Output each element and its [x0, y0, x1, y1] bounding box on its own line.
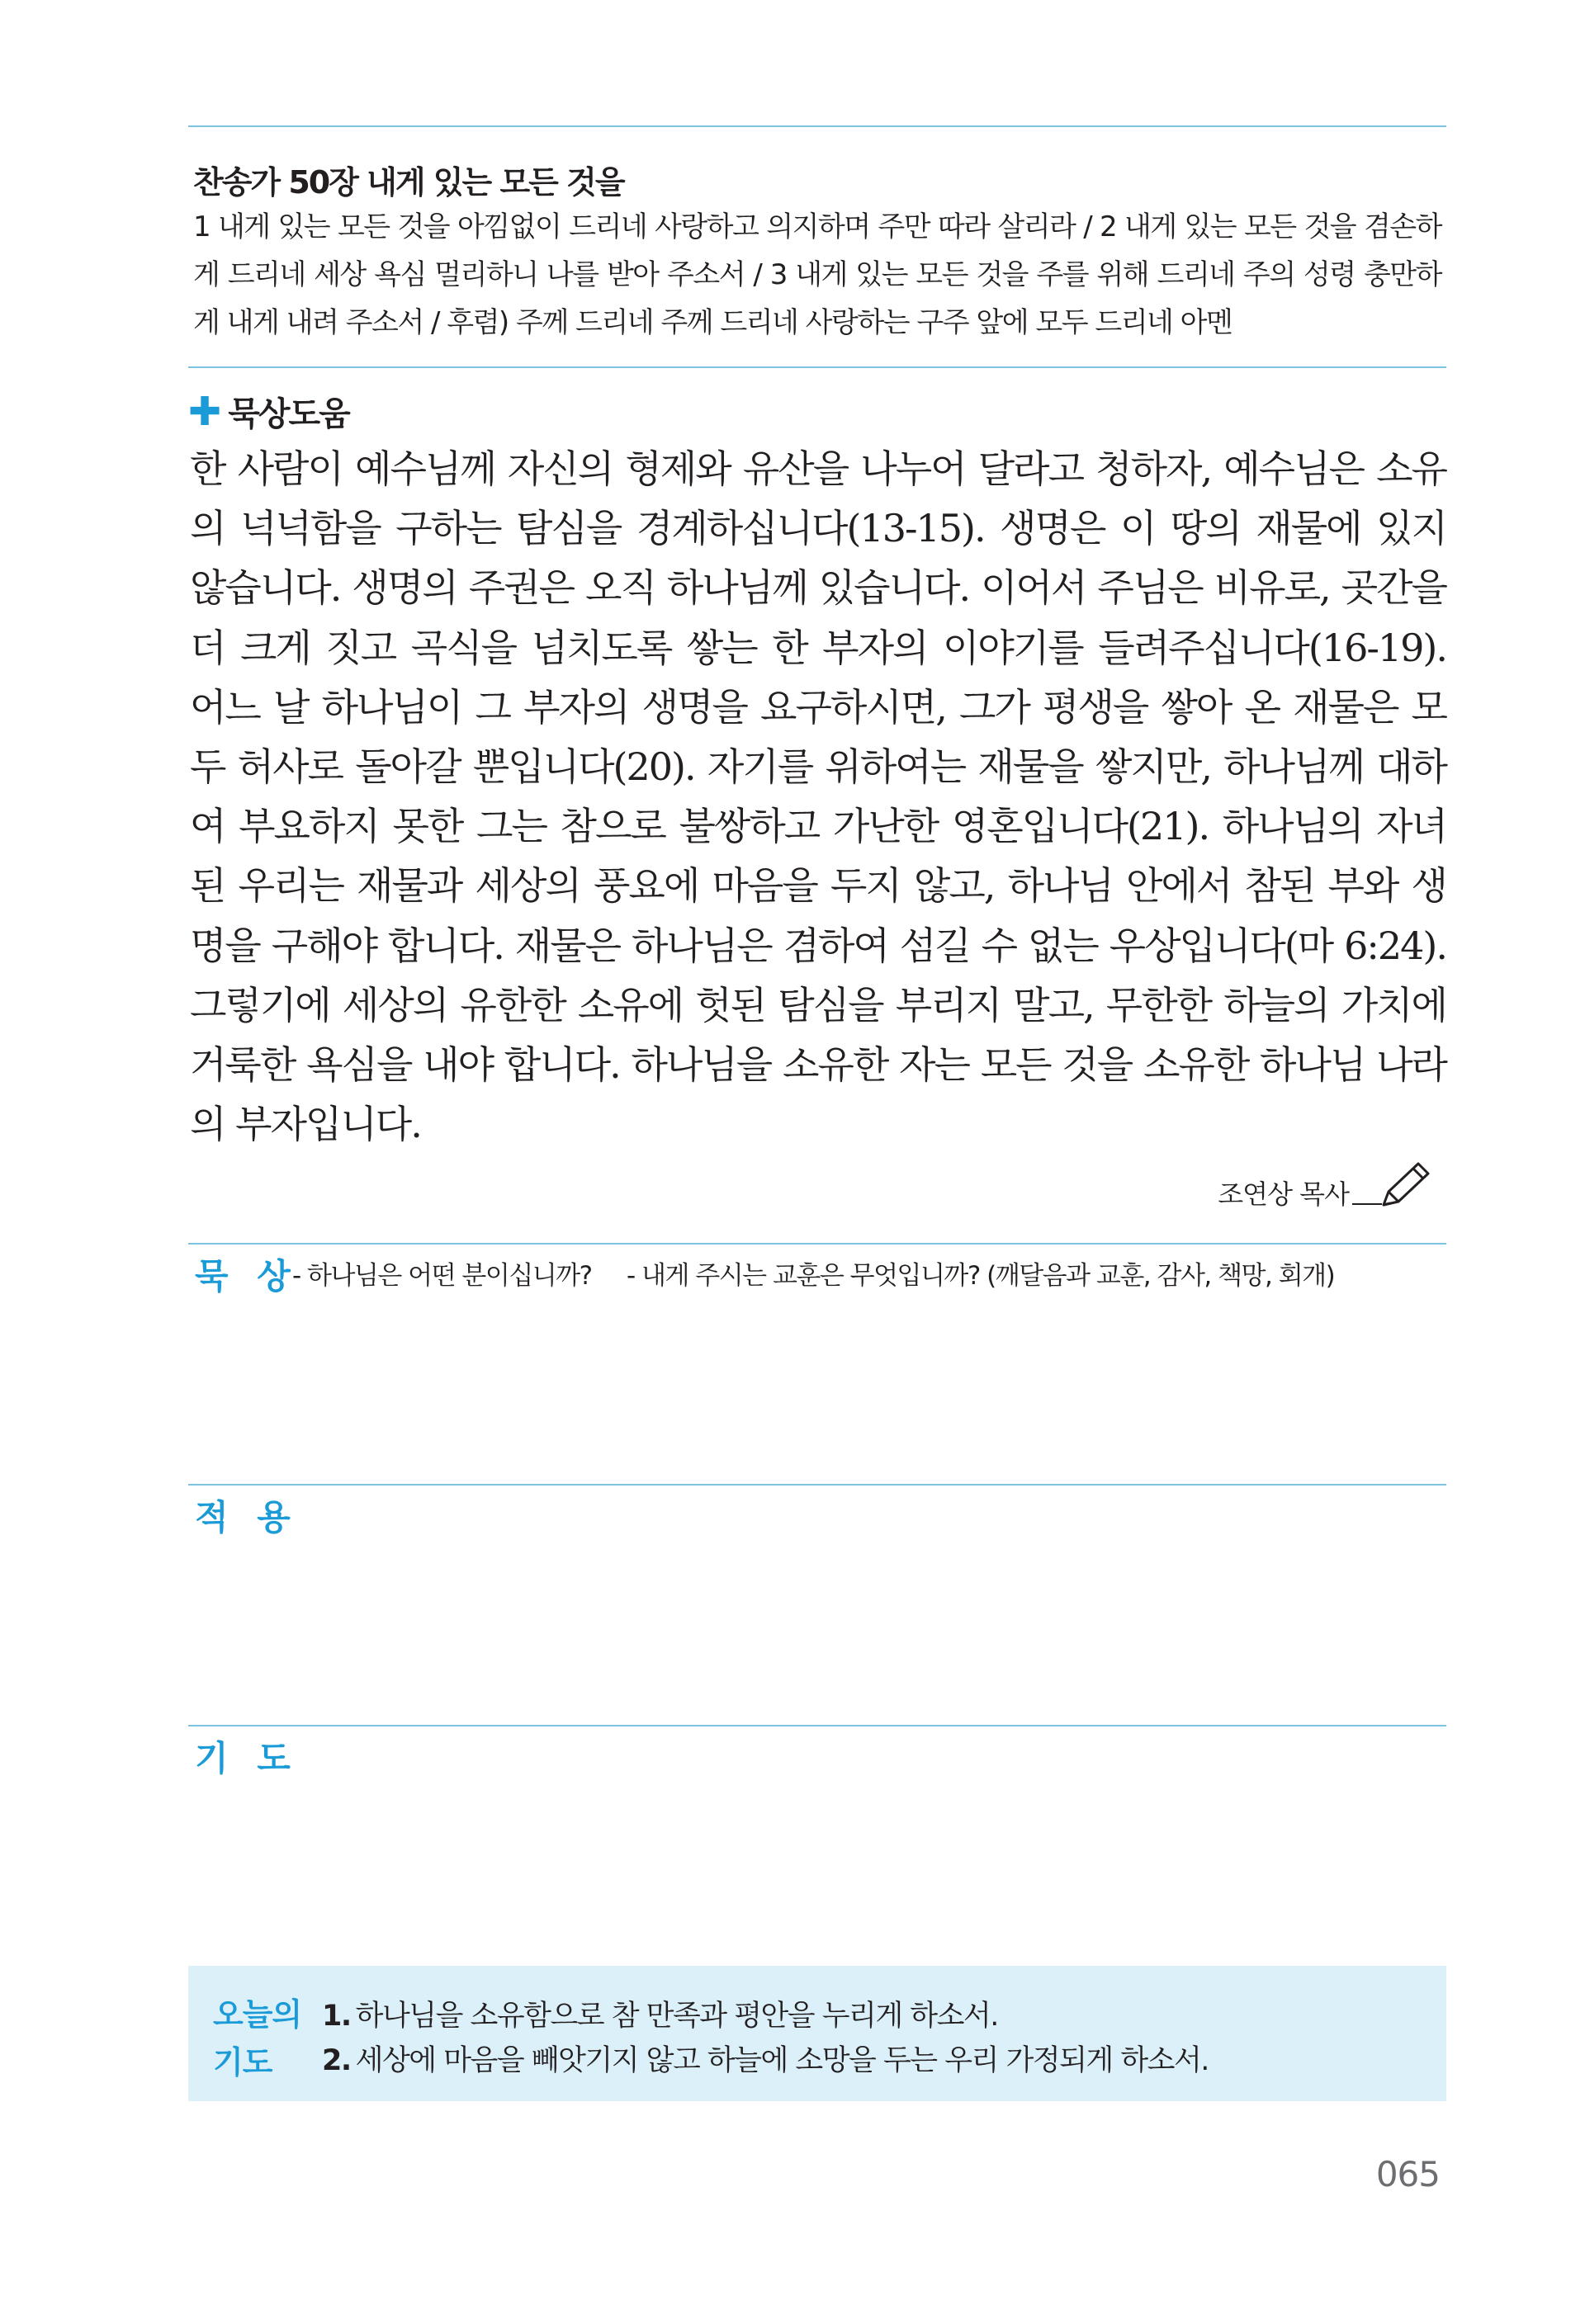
meditation-questions — [292, 1254, 1334, 1292]
prayer-item-number: 1. — [322, 2000, 351, 2033]
todays-prayer-label-line1: 오늘의 — [213, 1996, 302, 2033]
prayer-divider — [188, 1725, 1446, 1726]
todays-prayer-label-line2: 기도 — [213, 2044, 272, 2081]
application-divider — [188, 1484, 1446, 1486]
prayer-item — [322, 1994, 1209, 2038]
top-rule — [188, 125, 1446, 127]
prayer-item — [322, 2038, 1209, 2083]
meditation-help-body: 한 사람이 예수님께 자신의 형제와 유산을 나누어 달라고 청하자, 예수님은 소유의 넉넉함을 구하는 탐심을 경계하십니다(13-15). 생명은 이 땅의 재물에 있지 않습니다. 생명의 주권은 오직 하나님께 있습니다. 이어서 주님은 비유로, 곳간을 더 크게 짓고 곡식을 넘치도록 쌓는 한 부자의 이야기를 들려주십니다(16-19). 어느 날 하나님이 그 부자의 생명을 요구하시면, 그가 평생을 쌓아 온 재물은 모두 허사로 돌아갈 뿐입니다(20). 자기를 위하여는 재물을 쌓지만, 하나님께 대하여 부요하지 못한 그는 참으로 불쌍하고 가난한 영혼입니다(21). 하나님의 자녀 된 우리는 재물과 세상의 풍요에 마음을 두지 않고, 하나님 안에서 참된 부와 생명을 구해야 합니다. 재물은 하나님은 겸하여 섬길 수 없는 우상입니다(마 6:24). 그렇기에 세상의 유한한 소유에 헛된 탐심을 부리지 말고, 무한한 하늘의 가치에 거룩한 욕심을 내야 합니다. 하나님을 소유한 자는 모든 것을 소유한 하나님 나라의 부자입니다. — [190, 446, 1446, 1147]
meditation-divider — [188, 1243, 1446, 1245]
plus-icon: ✚ — [188, 388, 220, 435]
prayer-label: 기 도 — [195, 1738, 299, 1778]
prayer-item-text: 하나님을 소유함으로 참 만족과 평안을 누리게 하소서. — [355, 2000, 998, 2033]
todays-prayer-box — [188, 1966, 1446, 2101]
hymn-title: 찬송가 50장 내게 있는 모든 것을 — [193, 164, 624, 201]
meditation-question-1: - 하나님은 어떤 분이십니까? — [292, 1261, 592, 1291]
hymn-divider — [188, 366, 1446, 368]
hymn-lyrics: 1 내게 있는 모든 것을 아낌없이 드리네 사랑하고 의지하며 주만 따라 살리라 / 2 내게 있는 모든 것을 겸손하게 드리네 세상 욕심 멀리하니 나를 받아 주소서 / 3 내게 있는 모든 것을 주를 위해 드리네 주의 성령 충만하게 내게 내려 주소서 / 후렴) 주께 드리네 주께 드리네 사랑하는 구주 앞에 모두 드리네 아멘 — [193, 210, 1441, 339]
meditation-question-2: - 내게 주시는 교훈은 무엇입니까? (깨달음과 교훈, 감사, 책망, 회개) — [626, 1261, 1335, 1291]
author-signature — [1218, 1159, 1435, 1212]
application-label: 적 용 — [195, 1497, 299, 1538]
pencil-icon — [1377, 1159, 1435, 1212]
todays-prayer-label — [213, 1991, 301, 2086]
author-name: 조연상 목사 — [1218, 1179, 1349, 1210]
prayer-item-text: 세상에 마음을 빼앗기지 않고 하늘에 소망을 두는 우리 가정되게 하소서. — [355, 2044, 1209, 2077]
todays-prayer-list — [322, 1994, 1209, 2083]
prayer-item-number: 2. — [322, 2044, 351, 2077]
meditation-help-heading — [188, 388, 349, 435]
meditation-help-title: 묵상도움 — [228, 395, 349, 433]
meditation-label: 묵 상 — [195, 1256, 299, 1297]
page-number: 065 — [1375, 2154, 1440, 2194]
